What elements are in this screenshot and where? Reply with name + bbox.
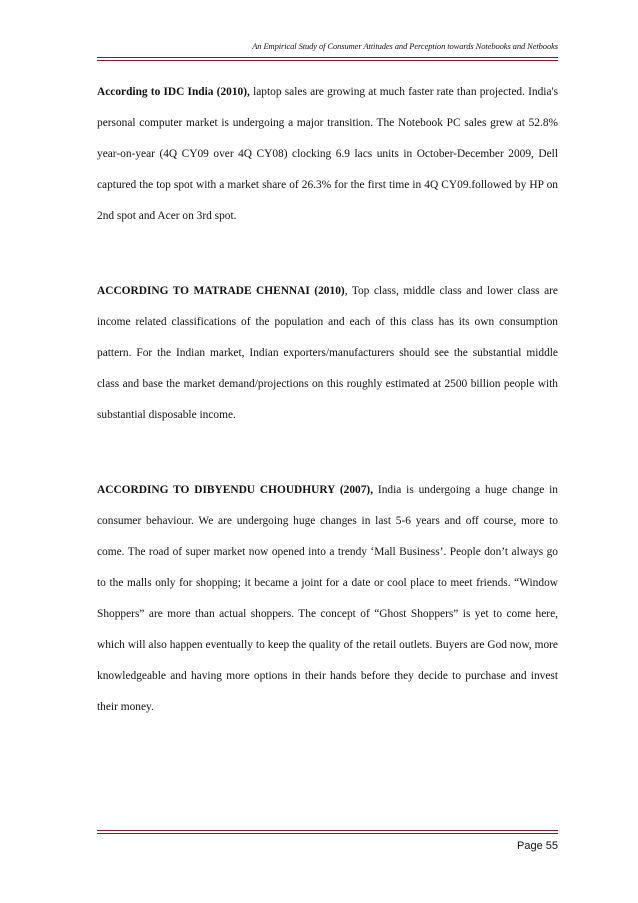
header-rule-thin (97, 60, 558, 61)
footer-rule-thin (97, 830, 558, 831)
paragraph-matrade-chennai (97, 276, 558, 431)
paragraph-lead: ACCORDING TO DIBYENDU CHOUDHURY (2007), (97, 484, 374, 496)
running-header-title: An Empirical Study of Consumer Attitudes and Perception towards Notebooks and Netbooks (252, 41, 558, 51)
paragraph-body: laptop sales are growing at much faster rate than projected. India's personal computer market is undergoing a major transition. The Notebook PC sales grew at 52.8% year-on-year (4Q CY09 over 4Q CY08) clocking 6.9 lacs units in October-December 2009, Dell captured the top spot with a market share of 26.3% for the first time in 4Q CY09.followed by HP on 2nd spot and Acer on 3rd spot. (97, 86, 559, 222)
page-number: Page 55 (517, 840, 558, 852)
paragraph-body: India is undergoing a huge change in consumer behaviour. We are undergoing huge changes in last 5-6 years and off course, more to come. The road of super market now opened into a trendy ‘Mall Business’. People don’t always go to the malls only for shopping; it became a joint for a date or cool place to meet friends. “Window Shoppers” are more than actual shoppers. The concept of “Ghost Shoppers” is yet to come here, which will also happen eventually to keep the quality of the retail outlets. Buyers are God now, more knowledgeable and having more options in their hands before they decide to purchase and invest their money. (97, 484, 558, 713)
paragraph-idc-india (97, 77, 558, 232)
paragraph-dibyendu-choudhury (97, 475, 558, 723)
paragraph-lead: According to IDC India (2010), (97, 86, 250, 98)
header-rule (97, 57, 558, 58)
paragraph-lead: ACCORDING TO MATRADE CHENNAI (2010) (97, 285, 345, 297)
paragraph-body: , Top class, middle class and lower class are income related classifications of the population and each of this class has its own consumption pattern. For the Indian market, Indian exporters/manufacturers should see the substantial middle class and base the market demand/projections on this roughly estimated at 2500 billion people with substantial disposable income. (97, 285, 558, 421)
footer-rule (97, 833, 558, 834)
